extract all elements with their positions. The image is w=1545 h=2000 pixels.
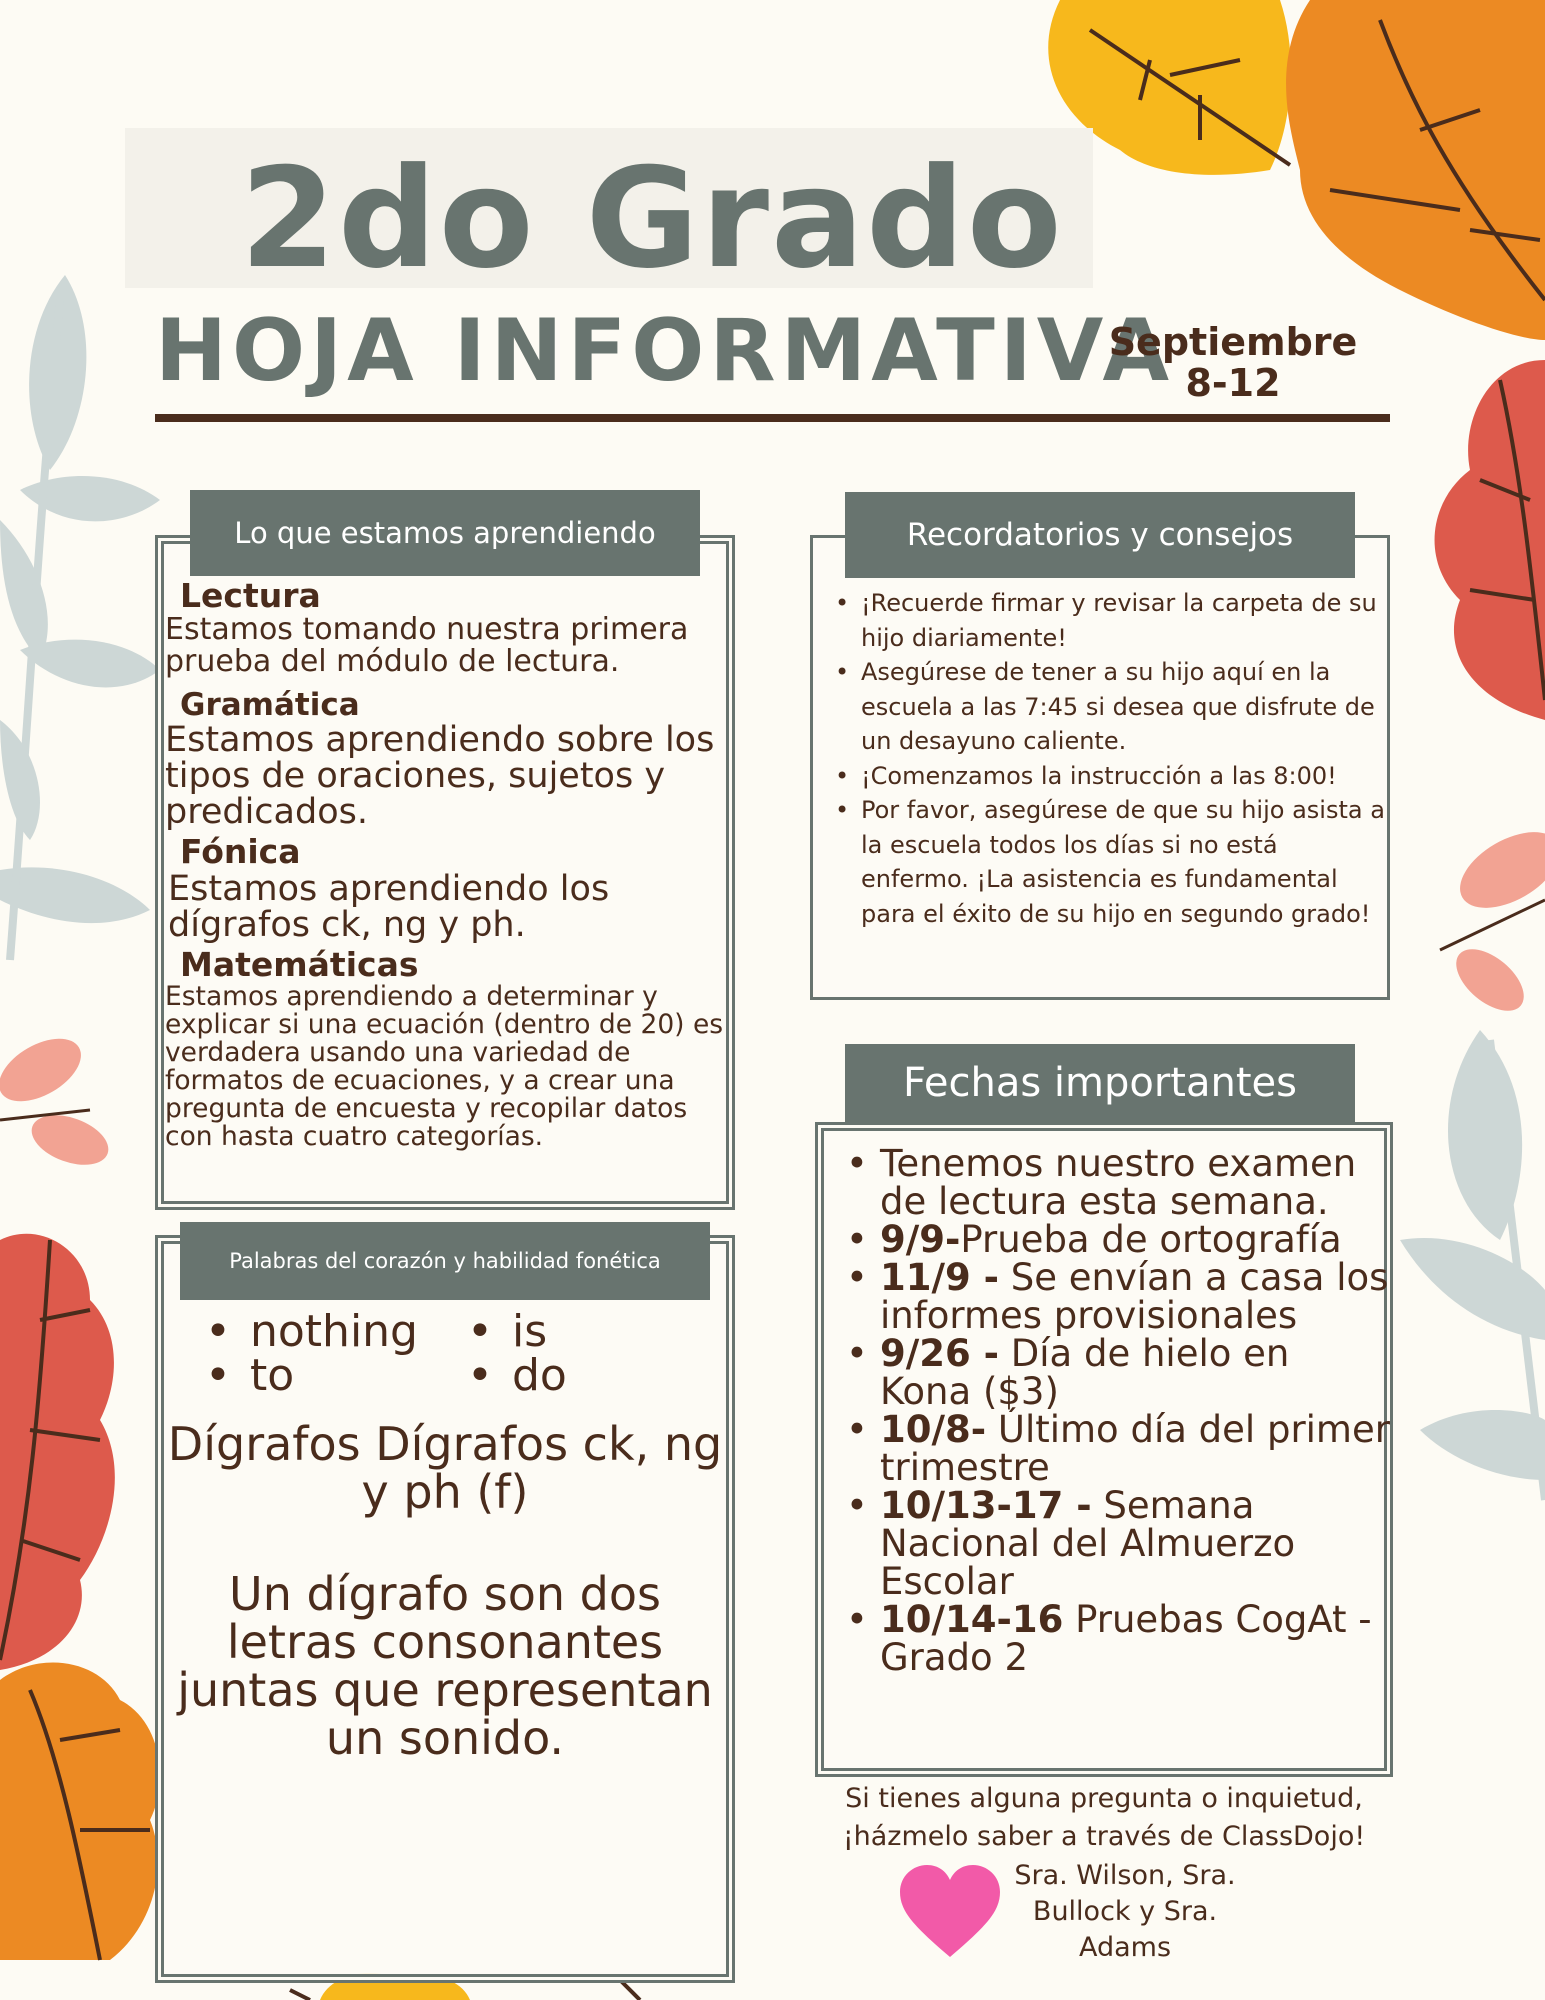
date-item [880,1408,1390,1489]
page-title: 2do Grado [240,138,1064,299]
sight-words-column [467,1306,567,1401]
date-item [880,1484,1390,1603]
date-item [880,1218,1390,1261]
sage-leaf-icon [0,275,160,960]
date-description: Tenemos nuestro examen de lectura esta semana. [880,1142,1357,1223]
dates-list [818,1142,1390,1679]
date-month: Septiembre [1108,320,1358,364]
subject-text: Estamos aprendiendo a determinar y explicar si una ecuación (dentro de 20) es verdadera usando una variedad de formatos de ecuaciones, y a crear una pregunta de encuesta y recopilar datos con hasta cuatro categorías. [165,980,724,1152]
date-item [880,1256,1390,1337]
sight-word: • to [205,1354,418,1398]
subject-heading: Lectura [180,576,321,615]
date-range: 8-12 [1185,361,1281,406]
list-item: • Asegúrese de tener a su hijo aquí en la escuela a las 7:45 si desea que disfrute de un desayuno caliente. [861,655,1391,759]
date-description: Último día del primer trimestre [880,1408,1390,1489]
date-description: Prueba de ortografía [960,1218,1342,1261]
date-item [880,1598,1390,1679]
date-item [880,1332,1390,1413]
date-description: Se envían a casa los informes provisionales [880,1256,1389,1337]
list-item: • ¡Comenzamos la instrucción a las 8:00! [861,759,1391,794]
reminders-list [813,586,1391,931]
orange-leaf-icon [1286,0,1545,340]
date-description: Semana Nacional del Almuerzo Escolar [880,1484,1296,1603]
important-dates-panel [815,1122,1393,1777]
subject-text: Estamos aprendiendo los dígrafos ck, ng y ph. [168,868,610,945]
subject-heading: Gramática [180,687,360,724]
learning-label: Lo que estamos aprendiendo [190,490,700,576]
red-leaf-icon [1435,360,1545,720]
date-value: 11/9 - [880,1256,999,1299]
digraph-title: Dígrafos Dígrafos ck, ng y ph (f) [167,1417,723,1519]
date-description: Día de hielo en Kona ($3) [880,1332,1290,1413]
important-dates-label: Fechas importantes [845,1044,1355,1122]
date-value: 9/26 - [880,1332,999,1375]
subject-heading: Matemáticas [180,944,419,984]
date-value: 10/14-16 [880,1598,1064,1641]
contact-message: Si tienes alguna pregunta o inquietud, ¡házmelo saber a través de ClassDojo! [842,1783,1366,1852]
red-leaf-icon [0,1234,115,1670]
date-description: Pruebas CogAt - Grado 2 [880,1598,1372,1679]
date-item [880,1142,1390,1223]
subject-heading: Fónica [180,832,301,872]
reminders-panel [810,535,1390,1000]
subject-text: Estamos tomando nuestra primera prueba del módulo de lectura. [165,612,689,680]
sight-word: • is [467,1310,567,1354]
pink-leaf-icon [1440,817,1545,1023]
digraph-definition: Un dígrafo son dos letras consonantes juntas que representan un sonido. [177,1567,713,1765]
teacher-signatures: Sra. Wilson, Sra. Bullock y Sra. Adams [1014,1860,1236,1963]
date-value: 10/8- [880,1408,987,1451]
sight-word: • nothing [205,1310,418,1354]
sage-leaf-icon [1400,1030,1545,1500]
sight-word: • do [467,1354,567,1398]
pink-leaf-icon [0,1026,115,1175]
header-divider [155,414,1390,422]
date-value: 10/13-17 - [880,1484,1092,1527]
heart-icon [895,1862,1005,1962]
learning-content [165,578,725,1151]
newsletter-heading: HOJA INFORMATIVA [155,301,1175,401]
week-date [1098,322,1368,404]
list-item: • Por favor, asegúrese de que su hijo asista a la escuela todos los días si no está enfermo. ¡La asistencia es fundamental para el éxito de su hijo en segundo grado! [861,793,1391,931]
subject-text: Estamos aprendiendo sobre los tipos de oraciones, sujetos y predicados. [165,720,715,833]
sight-words-label: Palabras del corazón y habilidad fonética [180,1222,710,1300]
sight-words-column [205,1306,418,1401]
list-item: • ¡Recuerde firmar y revisar la carpeta de su hijo diariamente! [861,586,1391,655]
date-value: 9/9- [880,1218,961,1261]
orange-leaf-icon [0,1663,160,1960]
reminders-label: Recordatorios y consejos [845,492,1355,578]
